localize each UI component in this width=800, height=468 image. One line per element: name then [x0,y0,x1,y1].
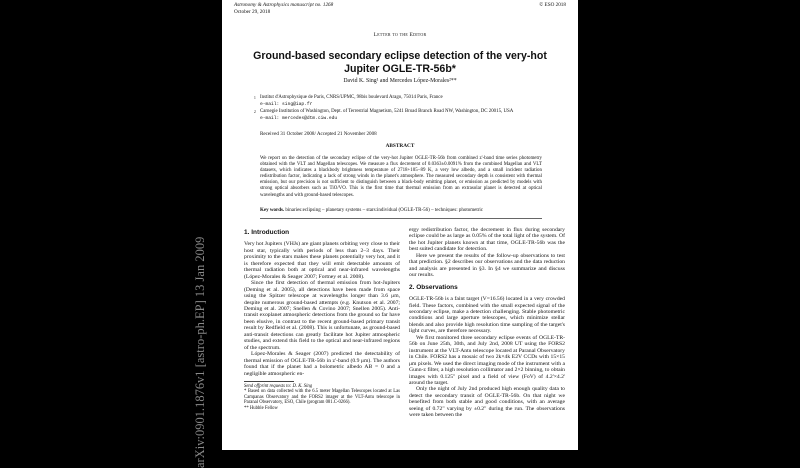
section-heading-observations: 2. Observations [409,283,458,291]
footnote: ** Hubble Fellow [244,405,278,411]
right-column [409,227,565,419]
paper-page [222,0,578,450]
keywords [260,208,542,213]
author-email[interactable]: e-mail: mercedes@dtm.ciw.edu [260,115,338,121]
abstract-divider [260,218,542,219]
arxiv-stamp: arXiv:0901.1876v1 [astro-ph.EP] 13 Jan 2009 [193,236,207,468]
paragraph: López-Morales & Seager (2007) predicted the detectability of thermal emission of OGLE-TR-56b in z'-band (0.9 μm). The authors found that if the planet had a bolometric albedo AB = 0 and a negligible atmospheric en- [244,351,400,377]
keywords-label: Key words. [260,208,285,213]
footnote: * Based on data collected with the 6.5 meter Magellan Telescopes located at Las Campanas Observatory and the FORS2 imager at the VLT-Antu telescope in Paranal Observatory, ESO, Chile (program 081.C-0266). [244,389,400,406]
section-heading-introduction: 1. Introduction [244,229,290,236]
left-column [244,230,400,411]
paragraph: ergy redistribution factor, the decrement in flux during secondary eclipse could be as large as 0.05% of the total light of the system. Of the hot Jupiter planets known at that time, OGLE-TR-56b was the best suited candidate for detection. [409,227,565,253]
paper-title: Ground-based secondary eclipse detection of the very-hot Jupiter OGLE-TR-56b* [253,50,547,75]
affiliation-item [254,95,554,108]
footnote-divider [244,381,294,382]
copyright-notice: © ESO 2018 [539,2,566,8]
author-email[interactable]: e-mail: sing@iap.fr [260,101,313,107]
abstract-text: We report on the detection of the secondary eclipse of the very-hot Jupiter OGLE-TR-56b from combined z'-band time series photometry obtained with the VLT and Magellan telescopes. We measure a flux decrement of 0.0363±0.0091% from the combined Magellan and VLT datasets, which indicates a blackbody brightness temperature of 2718+105−89 K, a very low albedo, and a small incident radiation redistribution factor, indicating a lack of strong winds in the planet's atmosphere. The measured secondary depth is consistent with thermal emission, but our precision is not sufficient to distinguish between a black-body emitting planet, or emission as predicted by models with strong optical absorbers such as TiO/VO. This is the first time that thermal emission from an extrasolar planet is detected at optical wavelengths and with ground-based telescopes. [260,156,542,198]
paragraph: We first monitored three secondary eclipse events of OGLE-TR-56b on June 25th, 30th, and July 2nd, 2008 UT using the FORS2 instrument at the VLT-Antu telescope located at Paranal Observatory in Chile. FORS2 has a mosaic of two 2k×4k E2V CCDs with 15×15 μm pixels. We used the direct imaging mode of the instrument with a Gunn-z filter, a high resolution collimator and 2×2 binning, to obtain images with 0.125" pixel and a field of view (FoV) of 4.2'×4.2' around the target. [409,334,565,386]
paragraph: Since the first detection of thermal emission from hot-Jupiters (Deming et al. 2005), all detections have been made from space using the Spitzer telescope at wavelengths longer than 3.6 μm, despite numerous ground-based attempts (e.g. Knutson et al. 2007; Deming et al. 2007; Snellen & Covino 2007; Snellen 2005). Anti-transit exoplanet atmospheric detections from the ground so far have been elusive, in contrast to the recent ground-based primary transit result by Redfield et al. (2008). This is unfortunate, as ground-based anti-transit detections can greatly facilitate hot Jupiter atmospheric studies, and extend this field to the optical and near-infrared regions of the spectrum. [244,280,400,351]
paragraph: Only the night of July 2nd produced high enough quality data to detect the secondary transit of OGLE-TR-56b. On that night we benefited from both stable and good conditions, with an average seeing of 0.72" varying by ±0.2" during the run. The observations were taken between the [409,386,565,419]
manuscript-date: October 29, 2018 [234,9,271,15]
author-list: David K. Sing¹ and Mercedes López-Morales²** [343,78,457,84]
abstract-heading: ABSTRACT [385,143,415,149]
affiliation-text: Institut d'Astrophysique de Paris, CNRS/UPMC, 98bis boulevard Arago, 75014 Paris, France [260,95,443,100]
footnote-offprint: Send offprint requests to: D. K. Sing [244,383,313,389]
received-dates: Received 31 October 2008/ Accepted 21 November 2008 [260,131,377,137]
affiliation-text: Carnegie Institution of Washington, Dept. of Terrestrial Magnetism, 5241 Broad Branch Road NW, Washington, DC 20015, USA [260,109,514,115]
affiliation-number: 1 [254,96,256,100]
journal-name: Astronomy & Astrophysics manuscript no. 1268 [234,2,334,8]
affiliation-number: 2 [254,110,256,115]
section-label: Letter to the Editor [373,32,427,38]
keywords-list: binaries:eclipsing – planetary systems – stars:individual (OGLE-TR-56) – techniques: photometric [285,208,484,213]
paragraph: Very hot Jupiters (VHJs) are giant planets orbiting very close to their host star, typically with periods of less than 2–3 days. Their proximity to the stars makes these planets potentially very hot, and it is therefore expected that they will emit detectable amounts of thermal radiation both at optical and near-infrared wavelengths (López-Morales & Seager 2007; Fortney et al. 2008). [244,241,400,280]
paragraph: Here we present the results of the follow-up observations to test that prediction. §2 describes our observations and the data reduction and analysis are presented in §3. In §4 we summarize and discuss our results. [409,252,565,279]
affiliations [254,95,554,123]
affiliation-item [254,109,554,122]
paragraph: OGLE-TR-56b is a faint target (V=16.56) located in a very crowded field. These factors, combined with the small expected signal of the secondary eclipse, make a detection challenging. Stable photometric conditions and large aperture telescopes, which minimize stellar blends and also provide high resolution time sampling of the target's light curves, are therefore necessary. [409,296,565,335]
